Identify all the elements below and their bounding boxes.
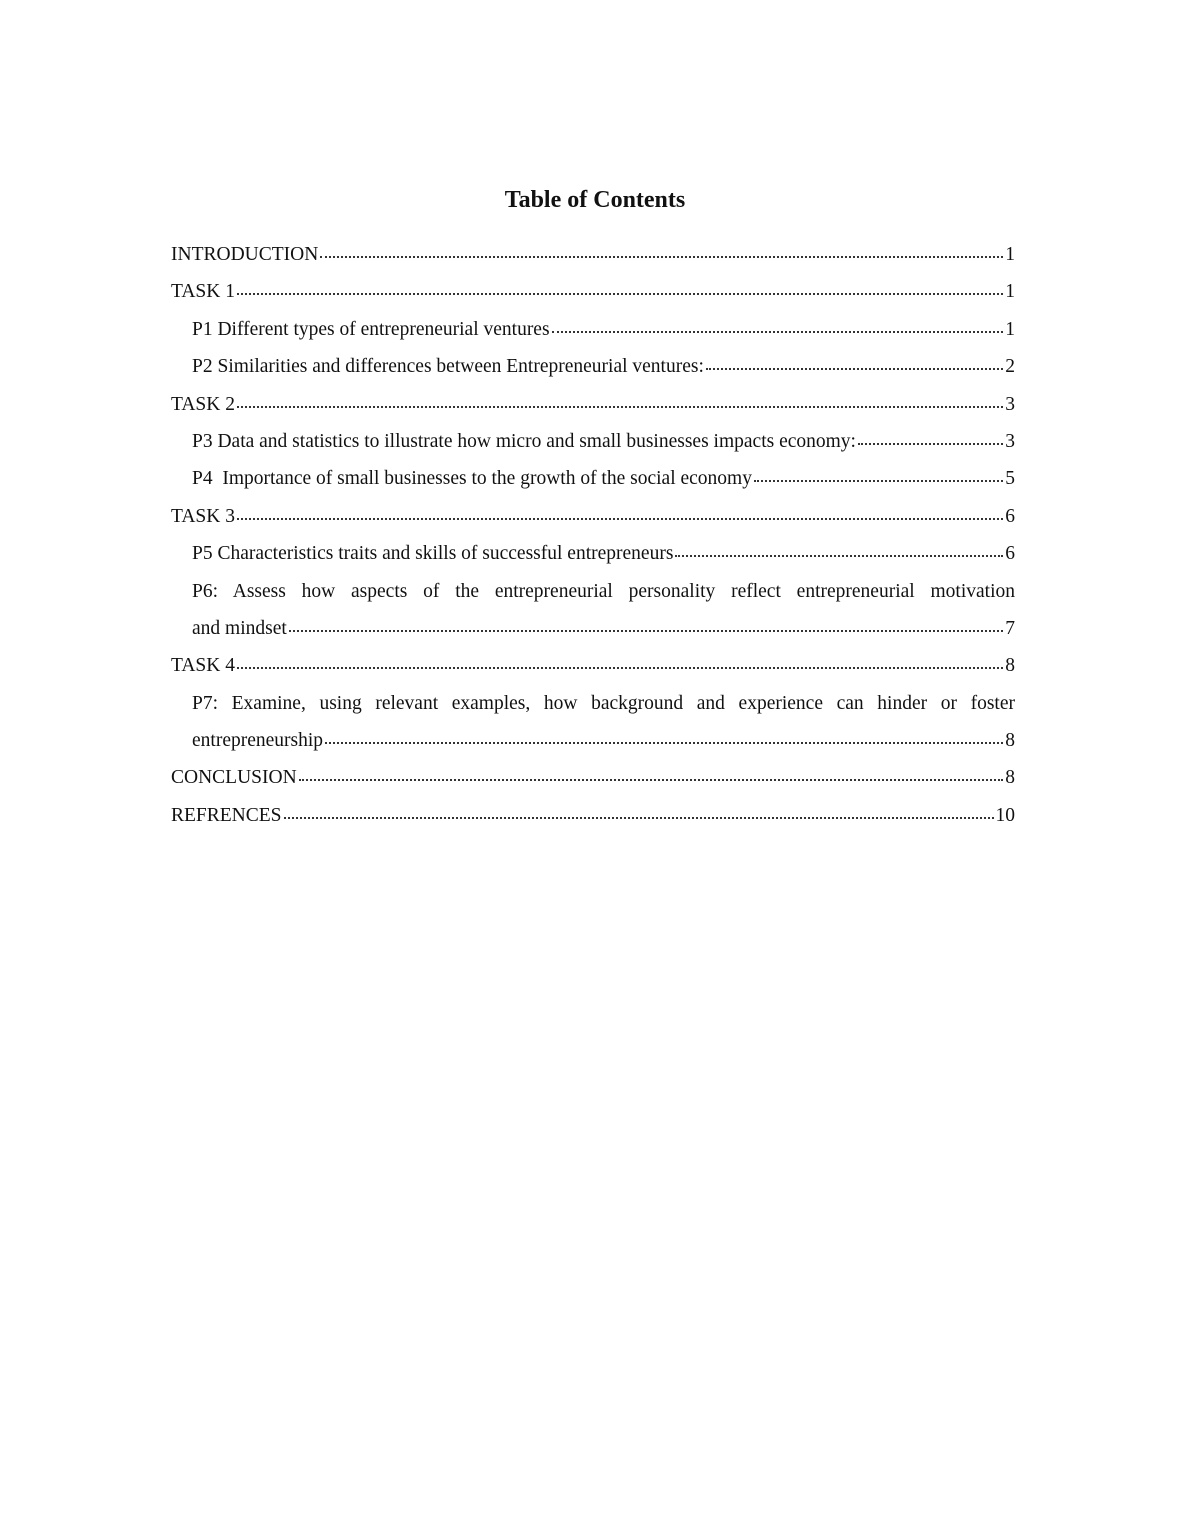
toc-page-number: 8 xyxy=(1005,655,1015,677)
toc-page-number: 10 xyxy=(995,804,1015,826)
dot-leader xyxy=(675,540,1003,560)
dot-leader xyxy=(237,502,1003,522)
toc-entry-label: REFRENCES xyxy=(171,804,282,826)
dot-leader xyxy=(325,727,1003,747)
toc-title: Table of Contents xyxy=(504,187,686,213)
toc-entry-conclusion[interactable] xyxy=(171,759,1015,796)
toc-entry-task-2[interactable] xyxy=(171,386,1015,423)
toc-page-number: 6 xyxy=(1005,543,1015,565)
toc-page-number: 1 xyxy=(1005,244,1015,265)
toc-page-number: 2 xyxy=(1005,356,1015,378)
dot-leader xyxy=(858,427,1003,447)
toc-entry-label: CONCLUSION xyxy=(171,767,297,789)
toc-entry-label: P1 Different types of entrepreneurial ventures xyxy=(192,318,550,340)
dot-leader xyxy=(237,390,1003,410)
dot-leader xyxy=(237,278,1003,298)
toc-entry-p7[interactable] xyxy=(171,685,1015,760)
toc-entry-label: P5 Characteristics traits and skills of successful entrepreneurs xyxy=(192,543,674,565)
toc-entry-task-1[interactable] xyxy=(171,273,1015,310)
toc-list xyxy=(171,236,1015,834)
toc-entry-label: TASK 3 xyxy=(171,505,235,527)
toc-entry-task-4[interactable] xyxy=(171,647,1015,684)
dot-leader xyxy=(552,315,1004,335)
toc-entry-label: TASK 1 xyxy=(171,281,235,303)
toc-entry-task-3[interactable] xyxy=(171,498,1015,535)
toc-entry-label: TASK 2 xyxy=(171,393,235,415)
toc-entry-label: P2 Similarities and differences between Entrepreneurial ventures: xyxy=(192,356,704,378)
toc-page-number: 7 xyxy=(1005,617,1015,639)
toc-page-number: 3 xyxy=(1005,393,1015,415)
toc-page-number: 6 xyxy=(1005,505,1015,527)
toc-entry-p6[interactable] xyxy=(171,573,1015,648)
toc-entry-label-line2: entrepreneurship xyxy=(192,730,324,752)
toc-entry-label: P3 Data and statistics to illustrate how micro and small businesses impacts economy: xyxy=(192,430,856,452)
toc-page-number: 1 xyxy=(1005,318,1015,340)
dot-leader xyxy=(289,614,1003,634)
dot-leader xyxy=(299,764,1004,784)
toc-entry-label: TASK 4 xyxy=(171,655,235,677)
dot-leader xyxy=(320,241,1003,261)
toc-entry-p2[interactable] xyxy=(171,348,1015,385)
dot-leader xyxy=(706,353,1003,373)
toc-page-number: 8 xyxy=(1005,730,1015,752)
dot-leader xyxy=(284,801,994,821)
toc-page-number: 8 xyxy=(1005,767,1015,789)
toc-entry-p1[interactable] xyxy=(171,311,1015,348)
toc-entry-label-line2: and mindset xyxy=(192,617,287,639)
toc-page-number: 5 xyxy=(1005,468,1015,490)
toc-page-number: 1 xyxy=(1005,281,1015,303)
toc-entry-label-line1: P6: Assess how aspects of the entrepreneurial personality reflect entrepreneurial motivation xyxy=(192,580,1015,602)
toc-entry-label: INTRODUCTION xyxy=(171,244,319,265)
toc-entry-label: P4 Importance of small businesses to the growth of the social economy xyxy=(192,468,752,490)
toc-entry-label-line1: P7: Examine, using relevant examples, how background and experience can hinder or foster xyxy=(192,692,1015,714)
toc-page-number: 3 xyxy=(1005,430,1015,452)
dot-leader xyxy=(237,652,1003,672)
toc-entry-p3[interactable] xyxy=(171,423,1015,460)
toc-entry-p4[interactable] xyxy=(171,460,1015,497)
toc-entry-p5[interactable] xyxy=(171,535,1015,572)
toc-entry-introduction[interactable] xyxy=(171,236,1015,273)
dot-leader xyxy=(754,465,1003,485)
toc-entry-refrences[interactable] xyxy=(171,797,1015,834)
